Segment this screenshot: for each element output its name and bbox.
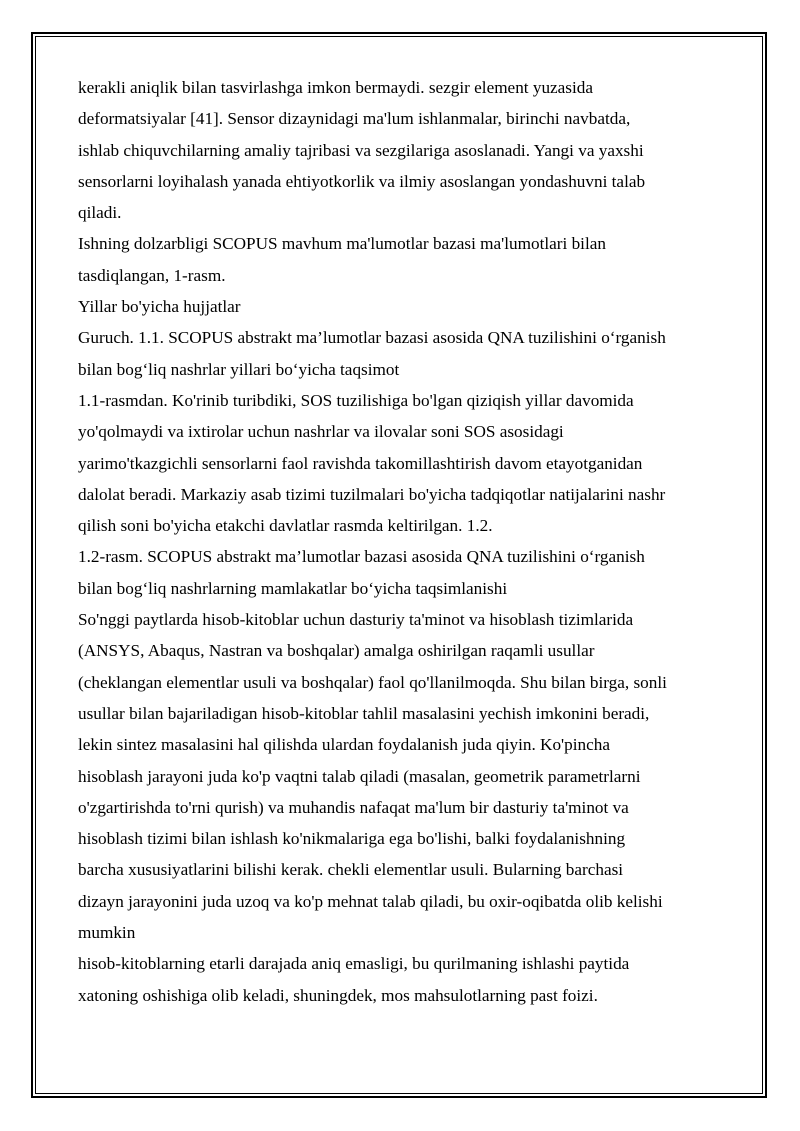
paragraph-sensor-design: kerakli aniqlik bilan tasvirlashga imkon bermaydi. sezgir element yuzasida deformatsiyalar [41]. Sensor dizaynidagi ma'lum ishlanmalar, birinchi navbatda, ishlab chiquvchilarning amaliy tajribasi va sezgilariga asoslanadi. Yangi va yaxshi sensorlarni loyihalash yanada ehtiyotkorlik va ilmiy asoslangan yondashuvni talab qiladi. (78, 78, 646, 223)
figure-1-1-title: Yillar bo'yicha hujjatlar (78, 297, 241, 317)
paragraph-figure-1-1-discussion: 1.1-rasmdan. Ko'rinib turibdiki, SOS tuzilishiga bo'lgan qiziqish yillar davomida yo'qolmaydi va ixtirolar uchun nashrlar va ilovalar soni SOS asosidagi yarimo'tkazgichli sensorlarni faol ravishda takomillashtirish davom etayotganidan dalolat beradi. Markaziy asab tizimi tuzilmalari bo'yicha tadqiqotlar natijalarini nashr qilish soni bo'yicha etakchi davlatlar rasmda keltirilgan. 1.2. (78, 390, 666, 536)
figure-1-2-caption: 1.2-rasm. SCOPUS abstrakt ma’lumotlar bazasi asosida QNA tuzilishini o‘rganish bilan bog‘liq nashrlarning mamlakatlar bo‘yicha taqsimlanishi (78, 547, 645, 598)
paragraph-calculation-accuracy: hisob-kitoblarning etarli darajada aniq emasligi, bu qurilmaning ishlashi paytida xatoning oshishiga olib keladi, shuningdek, mos mahsulotlarning past foizi. (78, 954, 630, 1005)
paragraph-relevance: Ishning dolzarbligi SCOPUS mavhum ma'lumotlar bazasi ma'lumotlari bilan tasdiqlangan, 1-rasm. (78, 234, 606, 285)
figure-1-1-caption: Guruch. 1.1. SCOPUS abstrakt ma’lumotlar bazasi asosida QNA tuzilishini o‘rganish bilan bog‘liq nashrlar yillari bo‘yicha taqsimot (78, 328, 666, 379)
paragraph-numerical-methods: So'nggi paytlarda hisob-kitoblar uchun dasturiy ta'minot va hisoblash tizimlarida (ANSYS, Abaqus, Nastran va boshqalar) amalga oshirilgan raqamli usullar (cheklangan elementlar usuli va boshqalar) faol qo'llanilmoqda. Shu bilan birga, sonli usullar bilan bajariladigan hisob-kitoblar tahlil masalasini yechish imkonini beradi, lekin sintez masalasini hal qilishda ulardan foydalanish juda qiyin. Ko'pincha hisoblash jarayoni juda ko'p vaqtni talab qiladi (masalan, geometrik parametrlarni o'zgartirishda to'rni qurish) va muhandis nafaqat ma'lum bir dasturiy ta'minot va hisoblash tizimi bilan ishlash ko'nikmalariga ega bo'lishi, balki foydalanishning barcha xususiyatlarini bilishi kerak. chekli elementlar usuli. Bularning barchasi dizayn jarayonini juda uzoq va ko'p mehnat talab qiladi, bu oxir-oqibatda olib kelishi mumkin (78, 610, 667, 943)
document-body (78, 72, 738, 1011)
